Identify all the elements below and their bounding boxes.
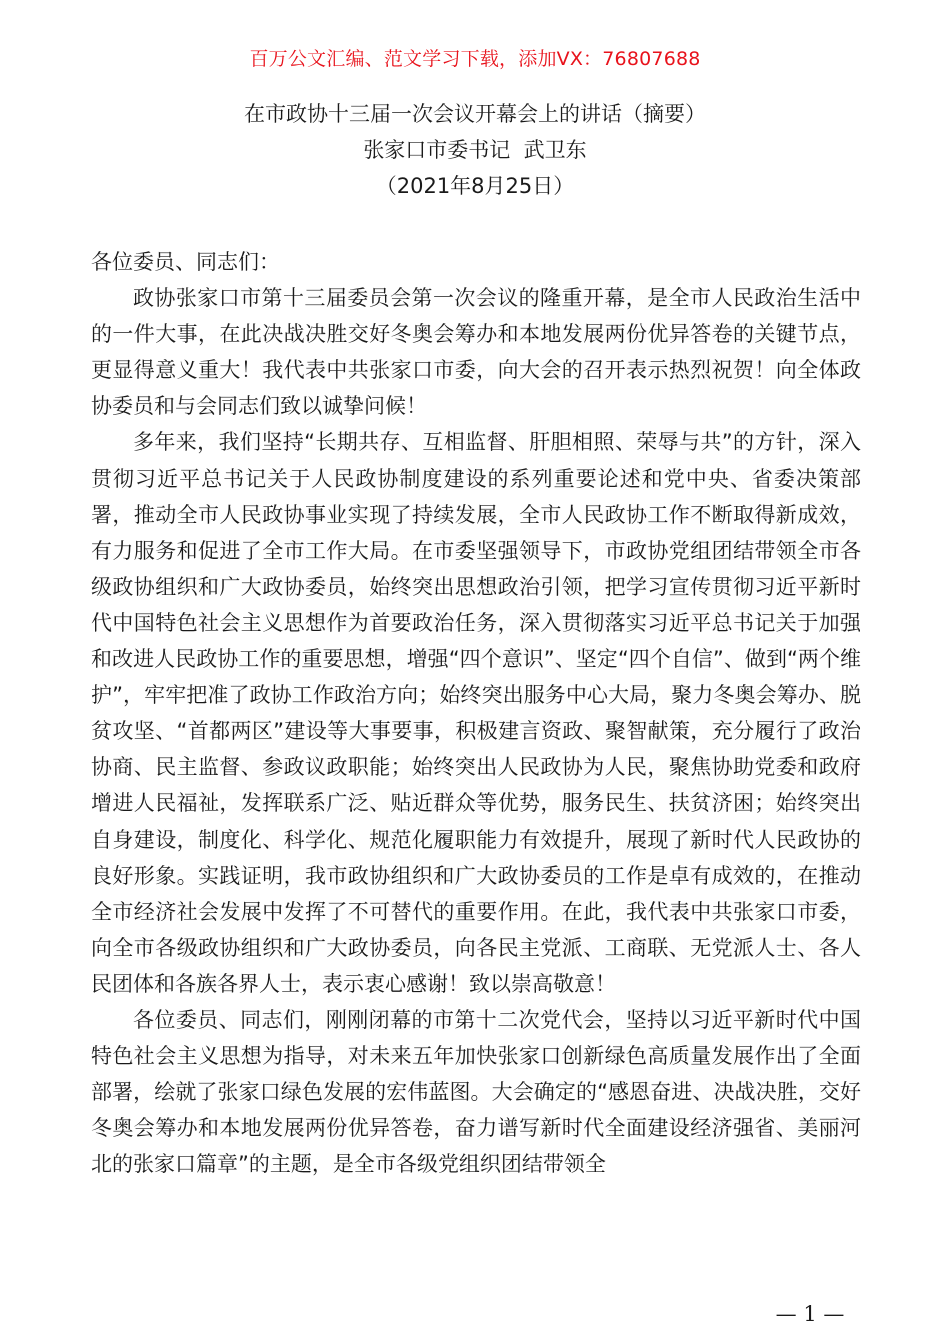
speaker-line: 张家口市委书记 武卫东	[363, 138, 587, 162]
download-banner: 百万公文汇编、范文学习下载，添加VX：76807688	[249, 48, 701, 70]
document-title: 在市政协十三届一次会议开幕会上的讲话（摘要）	[244, 102, 706, 126]
paragraph-2: 多年来，我们坚持“长期共存、互相监督、肝胆相照、荣辱与共”的方针，深入贯彻习近平总书记关于人民政协制度建设的系列重要论述和党中央、省委决策部署，推动全市人民政协事业实现了持续发展，全市人民政协工作不断取得新成效，有力服务和促进了全市工作大局。在市委坚强领导下，市政协党组团结带领全市各级政协组织和广大政协委员，始终突出思想政治引领，把学习宣传贯彻习近平新时代中国特色社会主义思想作为首要政治任务，深入贯彻落实习近平总书记关于加强和改进人民政协工作的重要思想，增强“四个意识”、坚定“四个自信”、做到“两个维护”，牢牢把准了政协工作政治方向；始终突出服务中心大局，聚力冬奥会筹办、脱贫攻坚、“首都两区”建设等大事要事，积极建言资政、聚智献策，充分履行了政治协商、民主监督、参政议政职能；始终突出人民政协为人民，聚焦协助党委和政府增进人民福祉，发挥联系广泛、贴近群众等优势，服务民生、扶贫济困；始终突出自身建设，制度化、科学化、规范化履职能力有效提升，展现了新时代人民政协的良好形象。实践证明，我市政协组织和广大政协委员的工作是卓有成效的，在推动全市经济社会发展中发挥了不可替代的重要作用。在此，我代表中共张家口市委，向全市各级政协组织和广大政协委员，向各民主党派、工商联、无党派人士、各人民团体和各族各界人士，表示衷心感谢！致以崇高敬意！	[91, 430, 861, 996]
paragraph-1: 政协张家口市第十三届委员会第一次会议的隆重开幕，是全市人民政治生活中的一件大事，在此决战决胜交好冬奥会筹办和本地发展两份优异答卷的关键节点，更显得意义重大！我代表中共张家口市委，向大会的召开表示热烈祝贺！向全体政协委员和与会同志们致以诚挚问候！	[91, 286, 861, 419]
speech-date: （2021年8月25日）	[375, 174, 575, 198]
document-header	[0, 96, 950, 204]
salutation: 各位委员、同志们：	[91, 250, 280, 274]
page-number: — 1 —	[775, 1302, 845, 1326]
document-body	[91, 244, 861, 1182]
paragraph-3: 各位委员、同志们，刚刚闭幕的市第十二次党代会，坚持以习近平新时代中国特色社会主义思想为指导，对未来五年加快张家口创新绿色高质量发展作出了全面部署，绘就了张家口绿色发展的宏伟蓝图。大会确定的“感恩奋进、决战决胜，交好冬奥会筹办和本地发展两份优异答卷，奋力谱写新时代全面建设经济强省、美丽河北的张家口篇章”的主题，是全市各级党组织团结带领全	[91, 1007, 861, 1177]
